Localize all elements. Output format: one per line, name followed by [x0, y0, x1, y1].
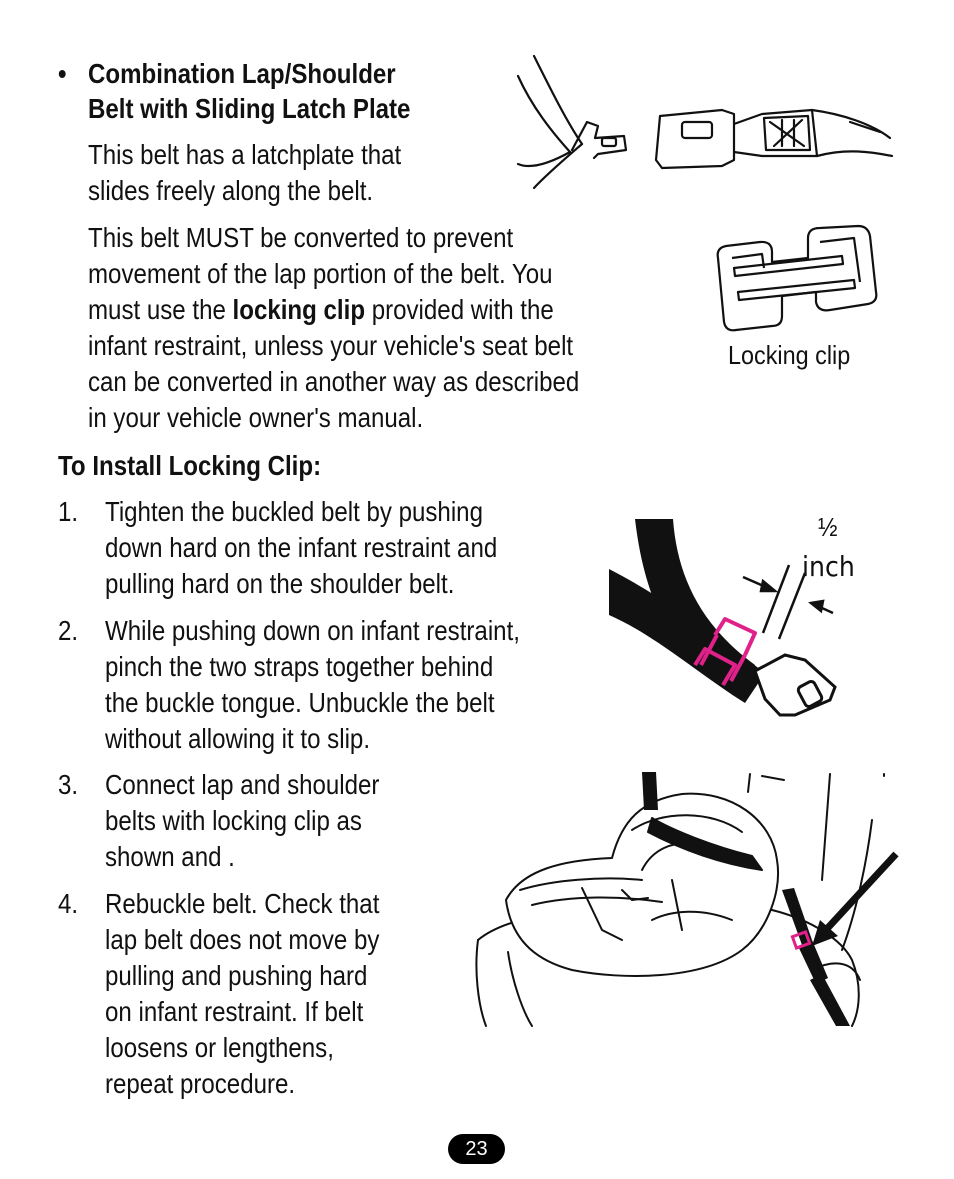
install-heading: To Install Locking Clip: [58, 450, 322, 481]
para-line-1: This belt MUST be converted to prevent [88, 222, 514, 253]
infant-seat-installation-illustration [472, 770, 902, 1028]
step-2-number: 2. [58, 615, 79, 646]
page-number: 23 [448, 1134, 505, 1164]
step-2-line-2: pinch the two straps together behind [105, 651, 494, 682]
step-1-line-3: pulling hard on the shoulder belt. [105, 568, 455, 599]
para-line-3 [88, 292, 554, 328]
step-4-line-3: pulling and pushing hard [105, 960, 368, 991]
step-3-line-2: belts with locking clip as [105, 805, 362, 836]
step-4-line-5: loosens or lengthens, [105, 1032, 334, 1063]
section-heading-line-2: Belt with Sliding Latch Plate [88, 93, 411, 124]
step-2-line-3: the buckle tongue. Unbuckle the belt [105, 687, 495, 718]
measurement-fraction: ½ [818, 512, 838, 542]
step-1-line-2: down hard on the infant restraint and [105, 532, 498, 563]
measurement-unit: inch [802, 550, 855, 583]
para-line-2: movement of the lap portion of the belt. You [88, 258, 553, 289]
step-1-number: 1. [58, 496, 79, 527]
step-3-line-1: Connect lap and shoulder [105, 769, 380, 800]
step-4-line-2: lap belt does not move by [105, 924, 380, 955]
belt-clip-measurement-illustration [605, 515, 845, 725]
step-2-line-1: While pushing down on infant restraint, [105, 615, 520, 646]
para-line-3-post: provided with the [365, 294, 554, 325]
para-line-3-pre: must use the [88, 294, 233, 325]
para-line-6: in your vehicle owner's manual. [88, 402, 424, 433]
intro-line-2: slides freely along the belt. [88, 175, 374, 206]
step-3-line-3: shown and . [105, 841, 235, 872]
sliding-latch-plate-illustration [512, 52, 902, 202]
para-line-5: can be converted in another way as described [88, 366, 580, 397]
para-line-4: infant restraint, unless your vehicle's seat belt [88, 330, 574, 361]
step-3-number: 3. [58, 769, 79, 800]
locking-clip-illustration [712, 222, 882, 336]
bullet: • [58, 58, 67, 89]
step-4-line-1: Rebuckle belt. Check that [105, 888, 380, 919]
step-4-line-4: on infant restraint. If belt [105, 996, 364, 1027]
step-4-number: 4. [58, 888, 79, 919]
locking-clip-caption: Locking clip [728, 340, 851, 370]
step-2-line-4: without allowing it to slip. [105, 723, 371, 754]
intro-line-1: This belt has a latchplate that [88, 139, 402, 170]
section-heading-line-1: Combination Lap/Shoulder [88, 58, 396, 89]
step-1-line-1: Tighten the buckled belt by pushing [105, 496, 483, 527]
step-4-line-6: repeat procedure. [105, 1068, 296, 1099]
locking-clip-term: locking clip [232, 294, 366, 325]
